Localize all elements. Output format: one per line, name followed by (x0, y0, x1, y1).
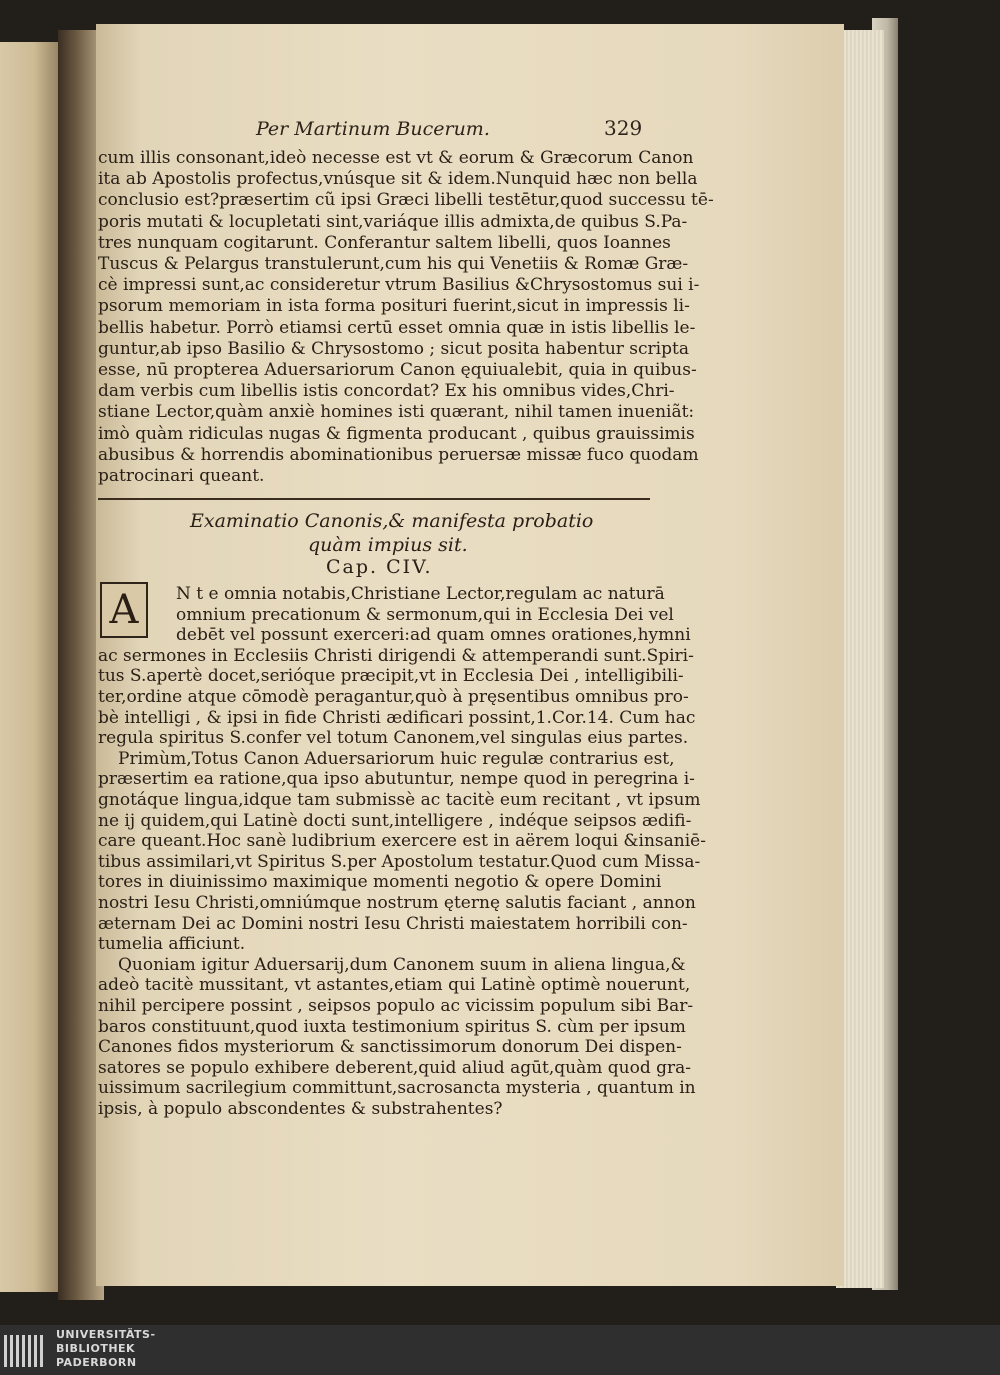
left-page-fragment (0, 42, 62, 1292)
chapter-heading-line-1: Examinatio Canonis,& manifesta probatio (190, 510, 594, 532)
text-line: conclusio est?præsertim cũ ipsi Græci libelli testētur,quod successu tē- (98, 190, 714, 211)
text-line: bè intelligi , & ipsi in fide Christi ædificari possint,1.Cor.14. Cum hac (98, 707, 696, 728)
text-line: omnium precationum & sermonum,qui in Ecclesia Dei vel (176, 604, 674, 625)
text-line: N t e omnia notabis,Christiane Lector,regulam ac naturā (176, 584, 665, 604)
text-line: ac sermones in Ecclesiis Christi dirigendi & attemperandi sunt.Spiri- (98, 645, 694, 666)
section-rule (98, 498, 650, 500)
text-line: Primùm,Totus Canon Aduersariorum huic regulæ contrarius est, (118, 748, 675, 769)
text-line: poris mutati & locupletati sint,variáque illis admixta,de quibus S.Pa- (98, 211, 688, 232)
text-line: psorum memoriam in ista forma posituri fuerint,sicut in impressis li- (98, 296, 690, 317)
text-line: gnotáque lingua,idque tam submissè ac tacitè eum recitant , vt ipsum (98, 790, 701, 810)
text-line: cè impressi sunt,ac consideretur vtrum Basilius &Chrysostomus sui i- (98, 275, 700, 296)
library-logo-icon (0, 1325, 48, 1375)
text-line: regula spiritus S.confer vel totum Canonem,vel singulas eius partes. (98, 728, 689, 749)
text-line: ita ab Apostolis profectus,vnúsque sit & idem.Nunquid hæc non bella (98, 169, 698, 190)
initial-letter: A (109, 587, 139, 633)
text-line: satores se populo exhibere deberent,quid aliud agūt,quàm quod gra- (98, 1057, 692, 1078)
text-line: tumelia afficiunt. (98, 934, 246, 955)
text-line: præsertim ea ratione,qua ipso abutuntur, nempe quod in peregrina i- (98, 769, 695, 790)
text-line: patrocinari queant. (98, 466, 265, 486)
text-line: bellis habetur. Porrò etiamsi certū esset omnia quæ in istis libellis le- (98, 317, 696, 338)
text-line: debēt vel possunt exerceri:ad quam omnes orationes,hymni (176, 625, 691, 646)
text-line: ipsis, à populo abscondentes & substrahentes? (98, 1099, 503, 1119)
text-line: tibus assimilari,vt Spiritus S.per Apostolum testatur.Quod cum Missa- (98, 851, 701, 872)
chapter-heading-line-2: quàm impius sit. (308, 534, 468, 556)
text-line: imò quàm ridiculas nugas & figmenta producant , quibus grauissimis (98, 423, 695, 444)
footer-logo-line-2: BIBLIOTHEK (56, 1342, 136, 1355)
chapter-label: Cap. CIV. (326, 556, 433, 578)
text-line: ter,ordine atque cōmodè peragantur,quò à pręsentibus omnibus pro- (98, 687, 689, 707)
text-line: dam verbis cum libellis istis concordat? Ex his omnibus vides,Chri- (98, 381, 675, 402)
text-line: esse, nū propterea Aduersariorum Canon ęquiualebit, quia in quibus- (98, 360, 697, 380)
decorated-initial (100, 582, 148, 638)
running-head: Per Martinum Bucerum. (256, 118, 490, 140)
text-line: tres nunquam cogitarunt. Conferantur saltem libelli, quos Ioannes (98, 232, 671, 253)
text-line: tores in diuinissimo maximique momenti negotio & opere Domini (98, 872, 662, 893)
text-line: æternam Dei ac Domini nostri Iesu Christi maiestatem horribili con- (98, 913, 688, 934)
text-line: Canones fidos mysteriorum & sanctissimorum donorum Dei dispen- (98, 1037, 682, 1058)
text-line: baros constituunt,quod iuxta testimonium spiritus S. cùm per ipsum (98, 1016, 686, 1037)
text-line: abusibus & horrendis abominationibus peruersæ missæ fuco quodam (98, 444, 699, 465)
text-line: guntur,ab ipso Basilio & Chrysostomo ; sicut posita habentur scripta (98, 338, 689, 359)
text-line: tus S.apertè docet,serióque præcipit,vt in Ecclesia Dei , intelligibili- (98, 666, 684, 687)
footer-logo-line-1: UNIVERSITÄTS- (56, 1328, 156, 1341)
page-number: 329 (604, 116, 643, 140)
text-line: stiane Lector,quàm anxiè homines isti quærant, nihil tamen inueniãt: (98, 402, 695, 423)
text-line: uissimum sacrilegium committunt,sacrosancta mysteria , quantum in (98, 1078, 696, 1099)
text-line: Tuscus & Pelargus transtulerunt,cum his qui Venetiis & Romæ Græ- (98, 254, 689, 274)
text-line: adeò tacitè mussitant, vt astantes,etiam qui Latinè optimè nouerunt, (98, 975, 691, 996)
text-line: Quoniam igitur Aduersarij,dum Canonem suum in aliena lingua,& (118, 954, 686, 975)
text-line: cum illis consonant,ideò necesse est vt & eorum & Græcorum Canon (98, 148, 694, 168)
footer-logo-line-3: PADERBORN (56, 1356, 137, 1369)
text-line: ne ij quidem,qui Latinè docti sunt,intelligere , indéque seipsos ædifi- (98, 810, 692, 831)
text-line: nostri Iesu Christi,omniúmque nostrum ęternę salutis faciant , annon (98, 893, 696, 913)
text-line: nihil percipere possint , seipsos populo ac vicissim populum sibi Bar- (98, 996, 694, 1016)
text-line: care queant.Hoc sanè ludibrium exercere est in aërem loqui &insaniē- (98, 831, 706, 852)
